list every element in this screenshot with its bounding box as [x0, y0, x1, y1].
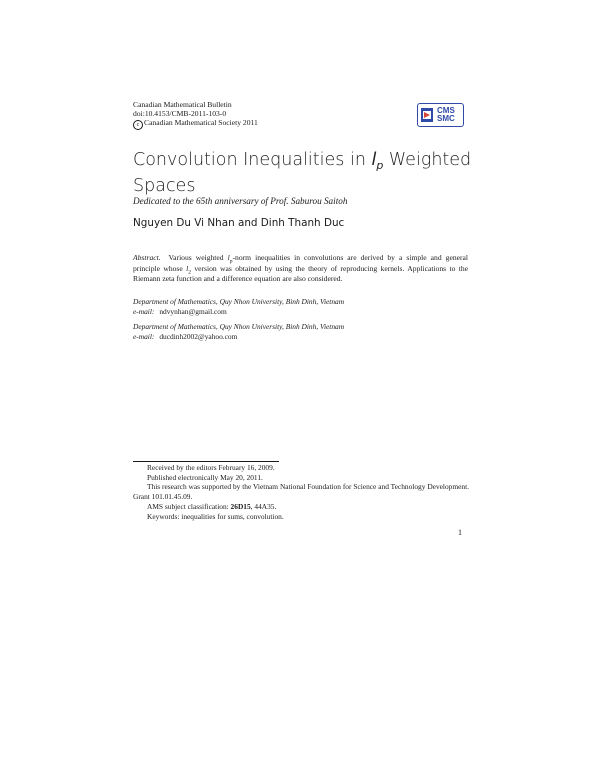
- copyright-line: [133, 118, 258, 130]
- footnote-support: This research was supported by the Vietnam National Foundation for Science and Technology Development. Grant 101.01.45.09.: [133, 482, 469, 502]
- cms-smc-logo: [417, 103, 464, 127]
- doi: doi:10.4153/CMB-2011-103-0: [133, 109, 227, 118]
- affiliation-2: [133, 322, 344, 341]
- journal-name: Canadian Mathematical Bulletin: [133, 100, 232, 109]
- footnote-published: Published electronically May 20, 2011.: [147, 472, 263, 482]
- dedication: Dedicated to the 65th anniversary of Prof. Saburou Saitoh: [133, 196, 348, 206]
- ams-label: AMS subject classification:: [147, 501, 231, 511]
- abstract-sub-1: p: [229, 258, 233, 265]
- page-number: 1: [458, 528, 462, 537]
- logo-text-smc: SMC: [437, 114, 455, 123]
- email-address[interactable]: ndvynhan@gmail.com: [159, 306, 227, 316]
- copyright-text: Canadian Mathematical Society 2011: [144, 118, 258, 127]
- email-label: e-mail:: [133, 306, 155, 316]
- abstract-text-2: -norm inequalities in convolutions are derived by a simple and general principle whose: [133, 253, 468, 273]
- affiliation-dept: Department of Mathematics, Quy Nhon University, Binh Dinh, Vietnam: [133, 322, 345, 331]
- email-address[interactable]: ducdinh2002@yahoo.com: [159, 331, 238, 341]
- abstract-var-1: l: [227, 253, 230, 262]
- paper-title: [133, 150, 473, 197]
- abstract: [133, 253, 468, 285]
- abstract-label: Abstract.: [133, 253, 161, 262]
- title-sub: p: [376, 159, 384, 172]
- authors: Nguyen Du Vi Nhan and Dinh Thanh Duc: [133, 217, 345, 229]
- footnotes: [133, 463, 469, 521]
- title-text-2: Weighted Spaces: [133, 150, 472, 196]
- footnote-received: Received by the editors February 16, 2009.: [147, 463, 275, 472]
- logo-text-cms: CMS: [437, 106, 455, 115]
- abstract-text-3: version was obtained by using the theory of reproducing kernels. Applications to the Riemann zeta function and a difference equation are also considered.: [133, 263, 468, 283]
- footnote-keywords: Keywords: inequalities for sums, convolution.: [147, 511, 284, 521]
- abstract-var-2: l: [186, 263, 189, 273]
- abstract-sub-2: 2: [188, 269, 191, 276]
- copyright-icon: c: [133, 120, 143, 130]
- cms-emblem-icon: [421, 108, 433, 122]
- affiliation-dept: Department of Mathematics, Quy Nhon University, Binh Dinh, Vietnam: [133, 297, 345, 306]
- ams-primary: 26D15: [230, 501, 251, 511]
- journal-header: [133, 100, 258, 130]
- title-text-1: Convolution Inequalities in: [133, 150, 372, 170]
- abstract-text-1: Various weighted: [168, 253, 228, 262]
- affiliation-1: [133, 297, 344, 316]
- ams-secondary: , 44A35.: [250, 501, 277, 511]
- footnote-ams: [133, 502, 469, 512]
- footnote-rule: [133, 461, 279, 462]
- title-var: l: [371, 150, 377, 170]
- email-label: e-mail:: [133, 331, 155, 341]
